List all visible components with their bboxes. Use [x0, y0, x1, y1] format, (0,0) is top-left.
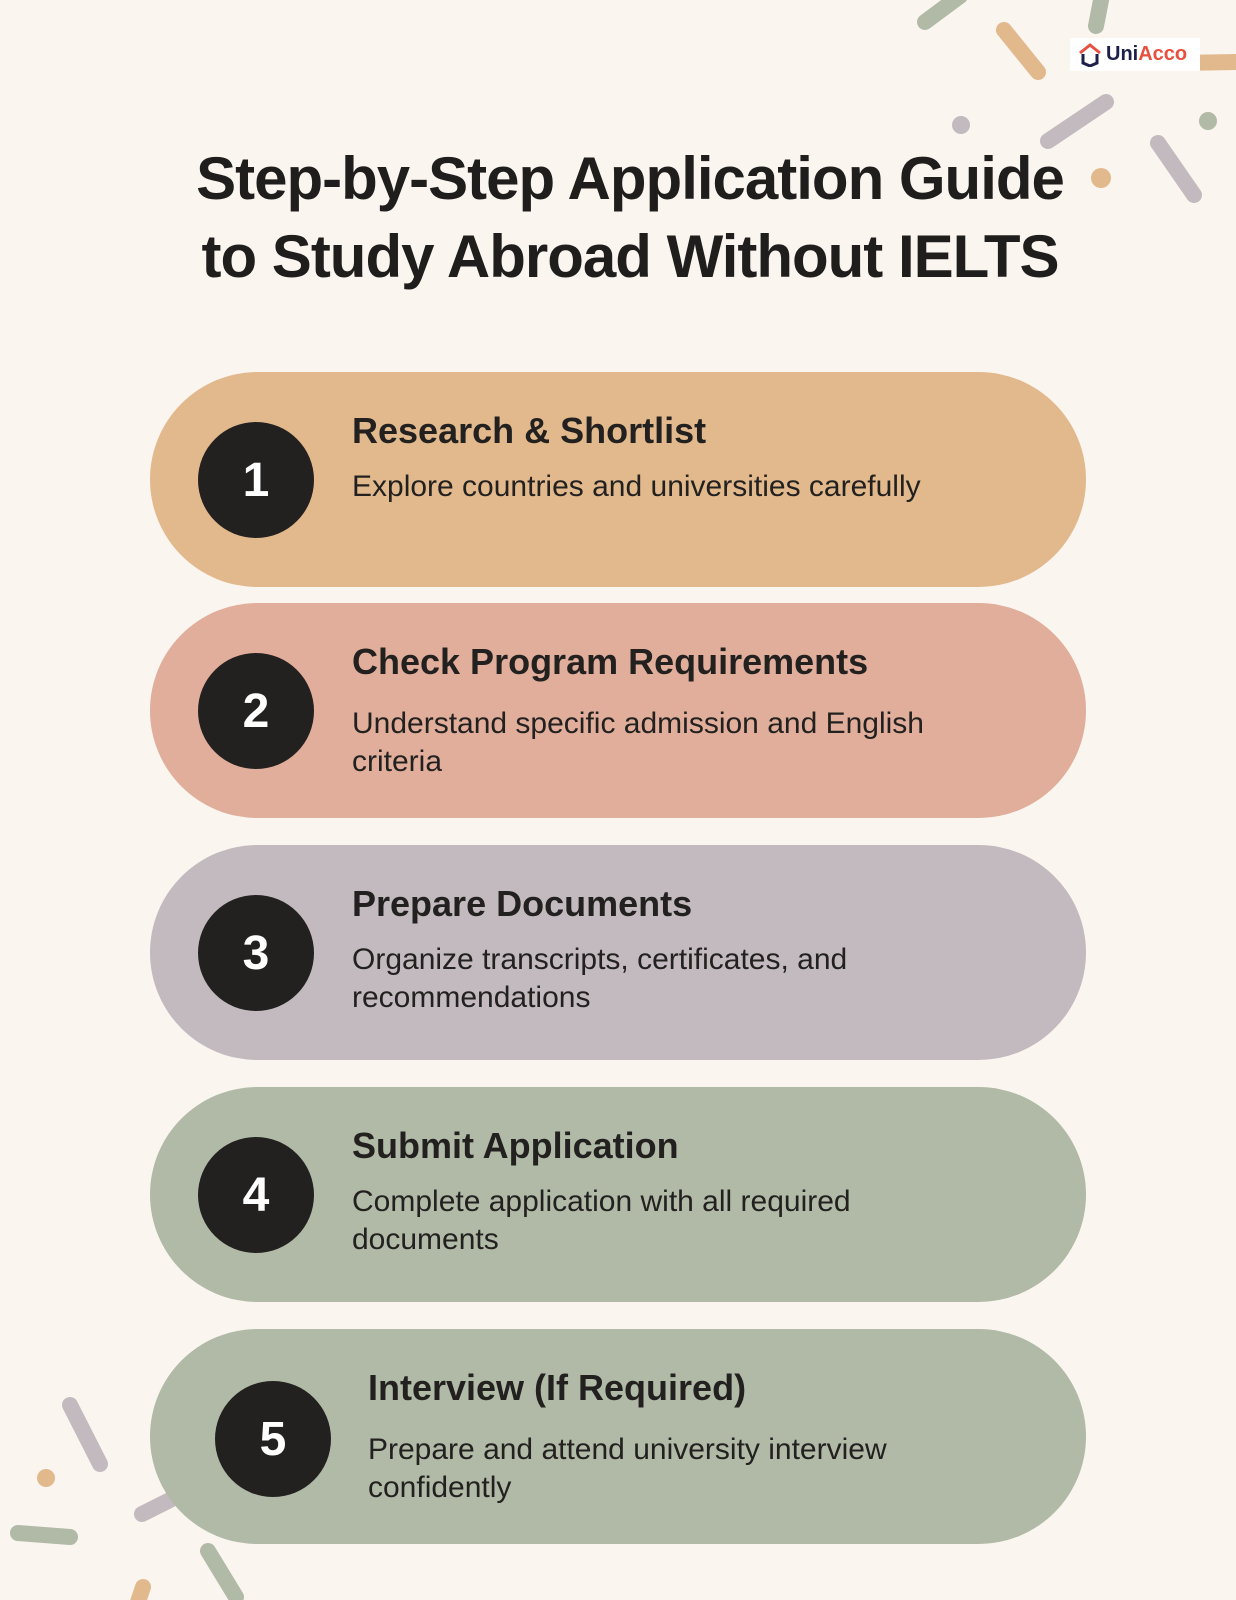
title-line-2: to Study Abroad Without IELTS — [201, 223, 1059, 290]
step-4-card — [150, 1087, 1086, 1302]
step-description: Prepare and attend university interview confidently — [368, 1433, 887, 1504]
step-description: Complete application with all required documents — [352, 1185, 851, 1256]
step-1-card — [150, 372, 1086, 587]
step-number-badge: 1 — [198, 422, 314, 538]
step-title: Research & Shortlist — [352, 410, 707, 451]
step-2-card — [150, 603, 1086, 818]
logo-text-acco: Acco — [1138, 43, 1188, 65]
step-title: Interview (If Required) — [368, 1367, 747, 1408]
step-number-badge: 2 — [198, 653, 314, 769]
step-number-badge: 5 — [215, 1381, 331, 1497]
step-3-card — [150, 845, 1086, 1060]
uniacco-logo — [1070, 38, 1200, 71]
step-5-card — [150, 1329, 1086, 1544]
step-description: Understand specific admission and English criteria — [352, 707, 924, 778]
step-description: Organize transcripts, certificates, and recommendations — [352, 943, 848, 1014]
house-icon — [1078, 43, 1102, 67]
page-title — [0, 140, 1236, 296]
step-title: Submit Application — [352, 1125, 679, 1166]
step-number-badge: 4 — [198, 1137, 314, 1253]
title-line-1: Step-by-Step Application Guide — [196, 145, 1064, 212]
step-title: Prepare Documents — [352, 883, 693, 924]
step-number-badge: 3 — [198, 895, 314, 1011]
step-title: Check Program Requirements — [352, 641, 869, 682]
step-description: Explore countries and universities carefully — [352, 470, 921, 503]
logo-text-uni: Uni — [1106, 43, 1139, 65]
